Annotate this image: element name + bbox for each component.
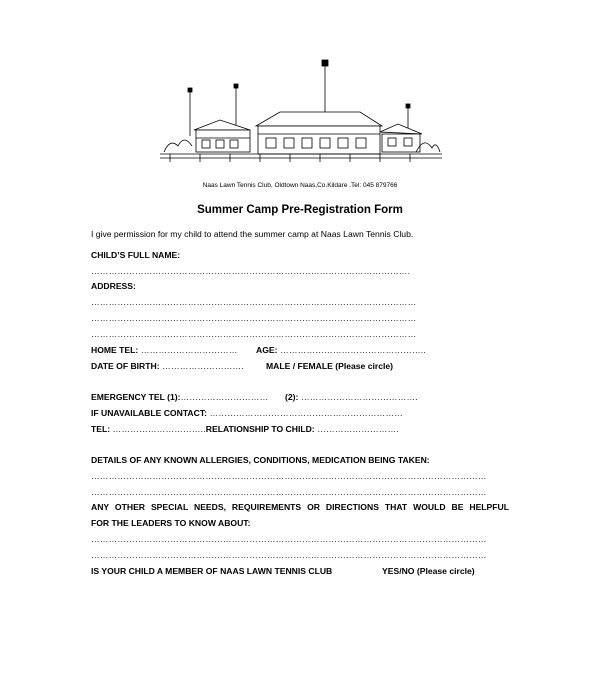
special-needs-label-1: ANY OTHER SPECIAL NEEDS, REQUIREMENTS OR DIRECTIONS THAT WOULD BE HELPFUL	[91, 502, 509, 512]
form-title: Summer Camp Pre-Registration Form	[197, 204, 403, 216]
special-needs-label-2: FOR THE LEADERS TO KNOW ABOUT:	[91, 518, 251, 528]
emergency-tel2-field[interactable]: ………………………………….	[298, 392, 418, 402]
address-field-3[interactable]: …………………………………………………………………………………………………	[91, 329, 417, 339]
unavailable-contact-label: IF UNAVAILABLE CONTACT:	[91, 408, 208, 418]
home-tel-label: HOME TEL:	[91, 345, 139, 355]
permission-statement: I give permission for my child to attend the summer camp at Naas Lawn Tennis Club.	[91, 229, 414, 239]
relationship-field[interactable]: ……………………….	[314, 424, 399, 434]
tel-relationship-row	[91, 424, 399, 434]
age-field[interactable]: …………………………………………..	[277, 345, 426, 355]
home-tel-field[interactable]: ……………………………	[138, 345, 238, 355]
unavailable-contact-field[interactable]: …………………………………………………………	[207, 408, 404, 418]
allergies-field-1[interactable]: ………………………………………………………………………………………………………………………	[91, 471, 487, 481]
address-label: ADDRESS:	[91, 281, 136, 291]
emergency-tel-field[interactable]: …………………………	[180, 392, 269, 402]
age-label: AGE:	[256, 345, 278, 355]
emergency-tel-label: EMERGENCY TEL (1):	[91, 392, 181, 402]
relationship-label: RELATIONSHIP TO CHILD:	[205, 424, 315, 434]
address-field-1[interactable]: …………………………………………………………………………………………………	[91, 297, 417, 307]
age-row	[256, 345, 426, 355]
club-address: Naas Lawn Tennis Club, Oldtown Naas,Co.Kildare .Tel: 045 879766	[202, 182, 398, 189]
home-tel-row	[91, 345, 238, 355]
emergency-tel2-row	[285, 392, 418, 402]
dob-row	[91, 361, 244, 371]
allergies-field-2[interactable]: ………………………………………………………………………………………………………………………	[91, 487, 487, 497]
member-choice[interactable]: YES/NO (Please circle)	[382, 566, 475, 576]
special-needs-field-1[interactable]: ………………………………………………………………………………………………………………………	[91, 534, 487, 544]
clubhouse-illustration	[160, 56, 442, 166]
dob-label: DATE OF BIRTH:	[91, 361, 160, 371]
member-question: IS YOUR CHILD A MEMBER OF NAAS LAWN TENNIS CLUB	[91, 566, 333, 576]
allergies-label: DETAILS OF ANY KNOWN ALLERGIES, CONDITIONS, MEDICATION BEING TAKEN:	[91, 455, 430, 465]
emergency-tel-row	[91, 392, 268, 402]
emergency-tel2-label: (2):	[285, 392, 299, 402]
tel-label: TEL:	[91, 424, 111, 434]
child-name-field[interactable]: ……………………………………………………………………………………………….	[91, 266, 411, 276]
unavailable-contact-row	[91, 408, 403, 418]
special-needs-field-2[interactable]: ………………………………………………………………………………………………………………………	[91, 550, 487, 560]
tel-field[interactable]: …………………………..	[110, 424, 206, 434]
gender-choice[interactable]: MALE / FEMALE (Please circle)	[266, 361, 394, 371]
address-field-2[interactable]: …………………………………………………………………………………………………	[91, 313, 417, 323]
child-name-label: CHILD’S FULL NAME:	[91, 250, 181, 260]
dob-field[interactable]: ……………………….	[159, 361, 244, 371]
